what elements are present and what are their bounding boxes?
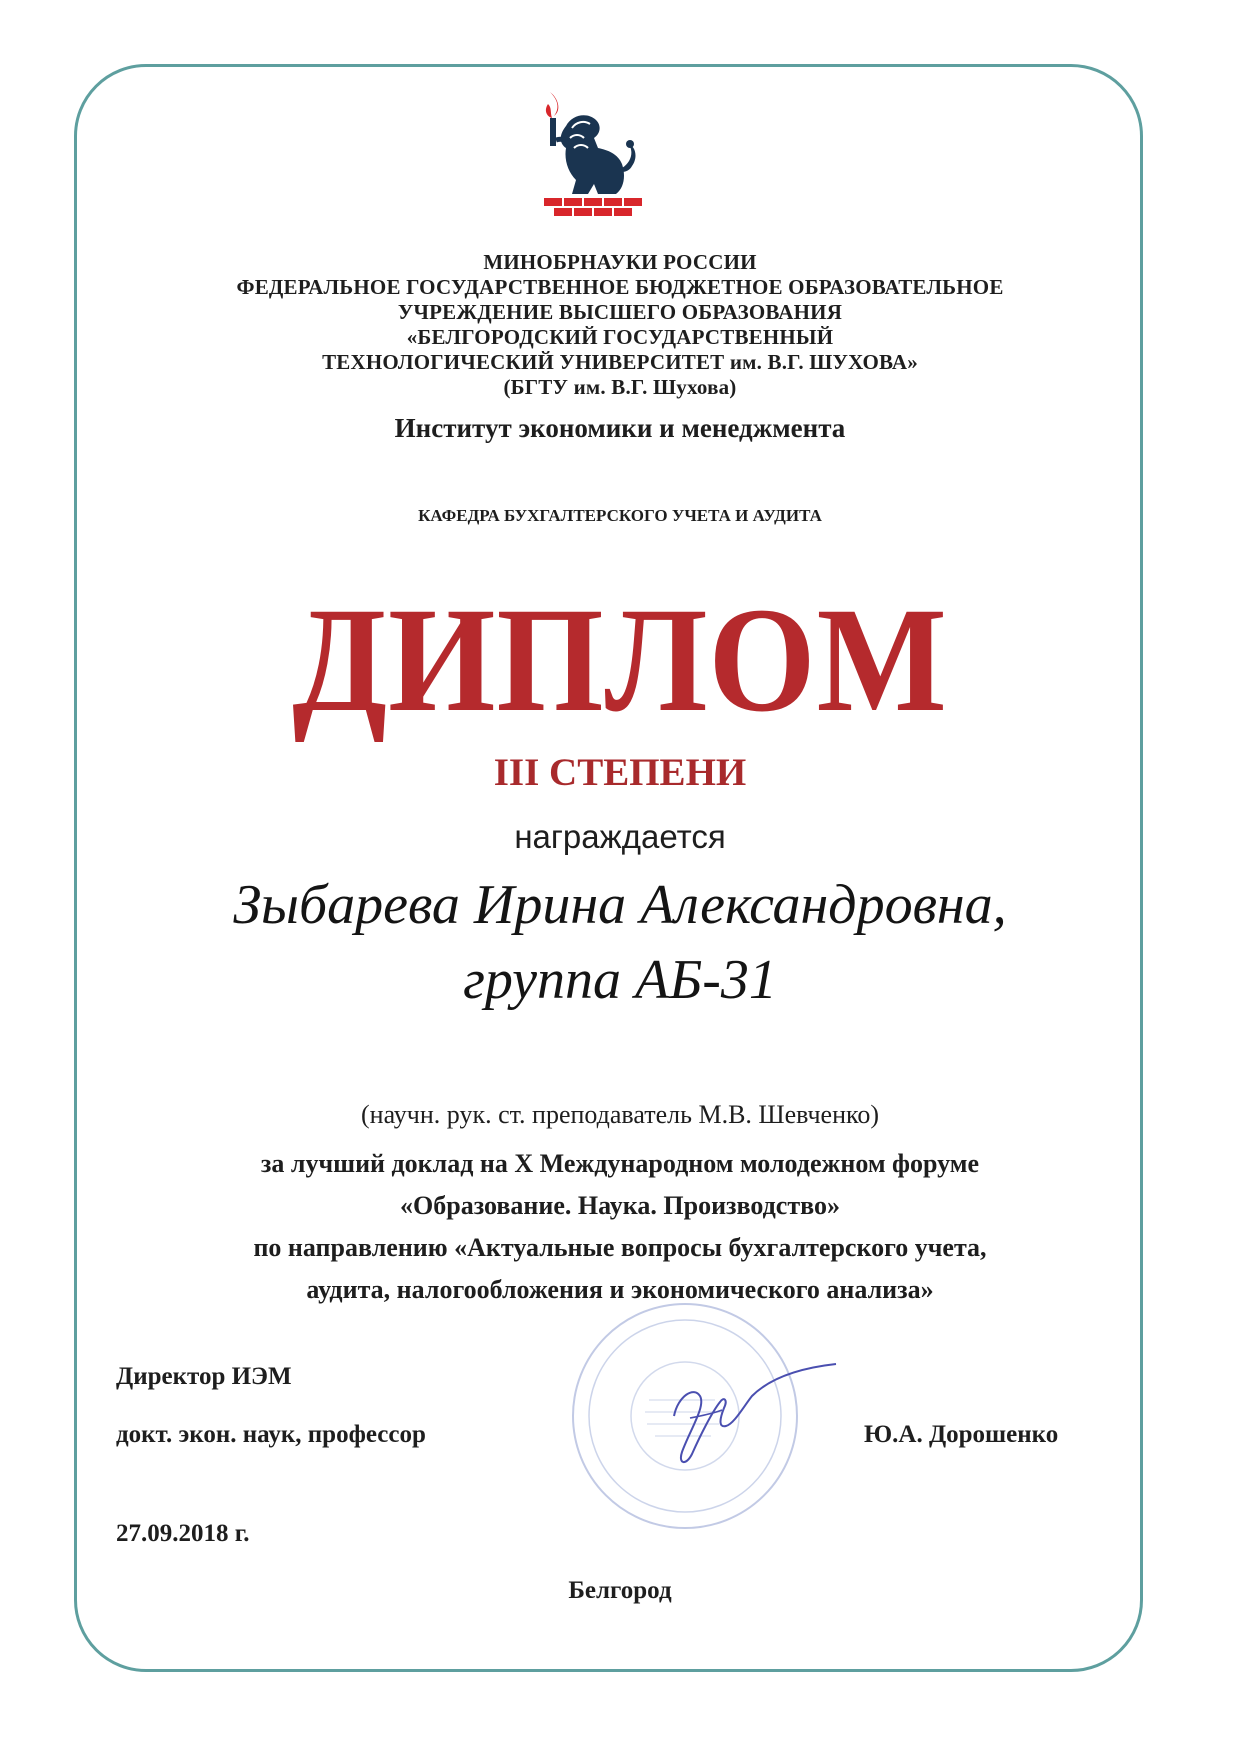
- department-name: КАФЕДРА БУХГАЛТЕРСКОГО УЧЕТА И АУДИТА: [418, 506, 822, 525]
- signatory-name: Ю.А. Дорошенко: [864, 1421, 1059, 1448]
- signatory-position: Директор ИЭМ: [116, 1363, 292, 1390]
- awarded-label: награждается: [514, 818, 726, 855]
- supervisor-note: (научн. рук. ст. преподаватель М.В. Шевченко): [361, 1100, 879, 1129]
- header-line-institution: УЧРЕЖДЕНИЕ ВЫСШЕГО ОБРАЗОВАНИЯ: [397, 300, 843, 324]
- recipient-group: группа АБ-31: [463, 949, 777, 1011]
- institute-name: Институт экономики и менеджмента: [394, 413, 846, 443]
- recipient-name: Зыбарева Ирина Александровна,: [233, 874, 1007, 936]
- issuer-header: [0, 250, 1240, 400]
- award-reason-line: аудита, налогообложения и экономического анализа»: [306, 1275, 934, 1304]
- award-reason-line: по направлению «Актуальные вопросы бухгалтерского учета,: [253, 1233, 987, 1262]
- document-title: ДИПЛОМ: [292, 577, 948, 743]
- header-line-university-name: ТЕХНОЛОГИЧЕСКИЙ УНИВЕРСИТЕТ им. В.Г. ШУХОВА»: [322, 350, 918, 374]
- issue-city: Белгород: [568, 1577, 672, 1604]
- header-line-ministry: МИНОБРНАУКИ РОССИИ: [483, 250, 757, 274]
- signatory-degree: докт. экон. наук, профессор: [116, 1421, 426, 1448]
- award-reason-line: «Образование. Наука. Производство»: [400, 1191, 840, 1220]
- award-reason-line: за лучший доклад на Х Международном молодежном форуме: [260, 1149, 980, 1178]
- award-reason: [0, 1143, 1240, 1311]
- header-line-university: «БЕЛГОРОДСКИЙ ГОСУДАРСТВЕННЫЙ: [406, 325, 834, 349]
- university-logo-icon: [536, 88, 660, 220]
- recipient: [0, 868, 1240, 1018]
- award-degree: III СТЕПЕНИ: [493, 751, 747, 794]
- header-line-federal: ФЕДЕРАЛЬНОЕ ГОСУДАРСТВЕННОЕ БЮДЖЕТНОЕ ОБРАЗОВАТЕЛЬНОЕ: [236, 275, 1004, 299]
- header-line-abbreviation: (БГТУ им. В.Г. Шухова): [503, 375, 737, 399]
- signature-icon: [660, 1356, 840, 1476]
- issue-date: 27.09.2018 г.: [116, 1520, 250, 1547]
